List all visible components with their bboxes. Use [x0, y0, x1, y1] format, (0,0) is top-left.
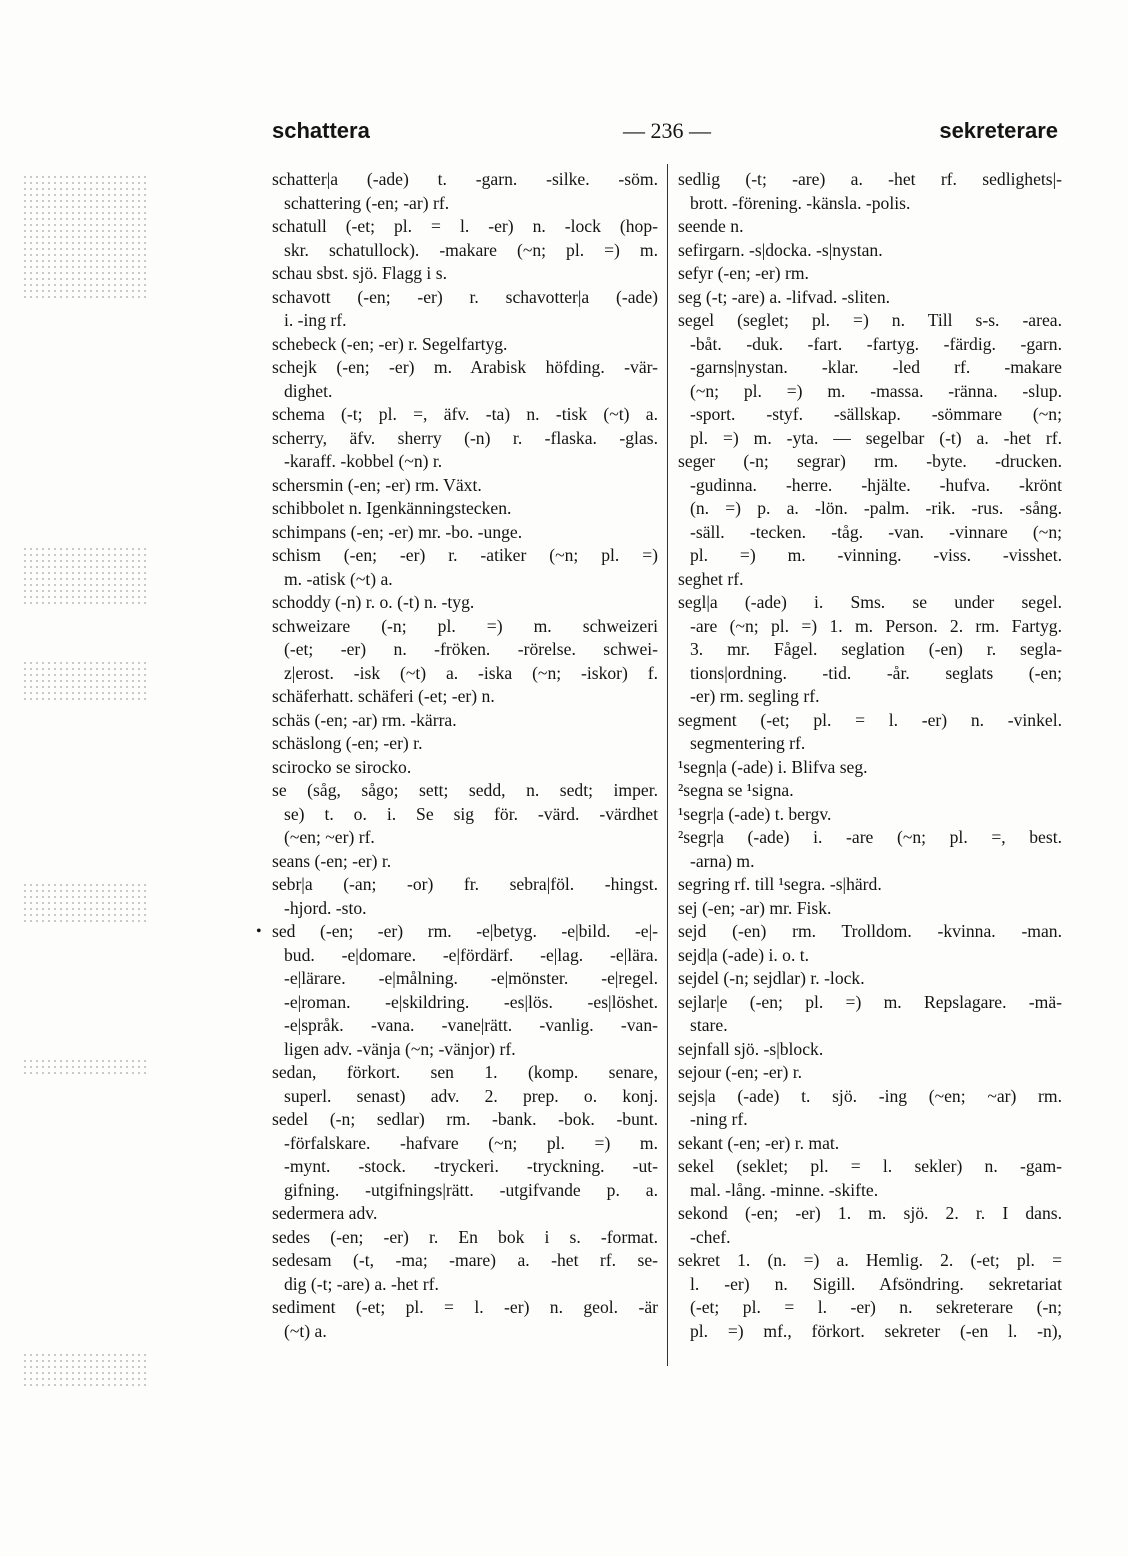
entry-line: -gudinna. -herre. -hjälte. -hufva. -krönt: [690, 474, 1062, 495]
entry-line: brott. -förening. -känsla. -polis.: [690, 192, 911, 213]
entry-line: -mynt. -stock. -tryckeri. -tryckning. -ut-: [284, 1156, 658, 1176]
entry-line: ligen adv. -vänja (~n; -vänjor) rf.: [284, 1038, 516, 1059]
entry-line: 3. mr. Fågel. seglation (-en) r. segla-: [690, 639, 1062, 659]
entry-line: schattering (-en; -ar) rf.: [284, 192, 450, 213]
entry-line: -hjord. -sto.: [284, 897, 367, 918]
column-divider: [667, 164, 668, 1366]
margin-scan-marks-1: [24, 176, 146, 302]
entry-line: superl. senast) adv. 2. prep. o. konj.: [284, 1085, 658, 1106]
entry-line: sekond (-en; -er) 1. m. sjö. 2. r. I dans.: [678, 1203, 1062, 1223]
margin-scan-marks-3: [24, 662, 146, 704]
entry-line: segel (seglet; pl. =) n. Till s-s. -area.: [678, 310, 1062, 330]
entry-line: m. -atisk (~t) a.: [284, 568, 393, 589]
entry-line: dighet.: [284, 380, 333, 401]
entry-line: z|erost. -isk (~t) a. -iska (~n; -iskor) f.: [284, 662, 658, 683]
entry-line-text: sed (-en; -er) rm. -e|betyg. -e|bild. -e|-: [272, 921, 658, 941]
entry-line: sekant (-en; -er) r. mat.: [678, 1132, 840, 1153]
entry-line: -are (~n; pl. =) 1. m. Person. 2. rm. Fartyg.: [690, 615, 1062, 636]
margin-scan-marks-5: [24, 1060, 146, 1078]
bullet-marker: •: [256, 923, 262, 940]
entry-line: -sport. -styf. -sällskap. -sömmare (~n;: [690, 404, 1062, 424]
entry-line: sejnfall sjö. -s|block.: [678, 1038, 824, 1059]
entry-line: sej (-en; -ar) mr. Fisk.: [678, 897, 832, 918]
entry-line: stare.: [690, 1015, 728, 1035]
entry-line: sefirgarn. -s|docka. -s|nystan.: [678, 239, 883, 260]
entry-line: sejd (-en) rm. Trolldom. -kvinna. -man.: [678, 921, 1062, 941]
entry-line: sedermera adv.: [272, 1203, 378, 1223]
entry-line: l. -er) n. Sigill. Afsöndring. sekretariat: [690, 1273, 1062, 1294]
entry-line: tions|ordning. -tid. -år. seglats (-en;: [690, 662, 1062, 683]
entry-line: ²segna se ¹signa.: [678, 780, 794, 800]
right-column: [678, 168, 1062, 1343]
entry-line: schebeck (-en; -er) r. Segelfartyg.: [272, 333, 508, 354]
entry-line: -garns|nystan. -klar. -led rf. -makare: [690, 357, 1062, 377]
entry-line: schäs (-en; -ar) rm. -kärra.: [272, 709, 457, 730]
entry-line: pl. =) m. -yta. — segelbar (-t) a. -het rf.: [690, 427, 1062, 448]
entry-line: pl. =) m. -vinning. -viss. -visshet.: [690, 545, 1062, 565]
entry-line: dig (-t; -are) a. -het rf.: [284, 1273, 439, 1294]
entry-line: (~en; ~er) rf.: [284, 827, 375, 847]
entry-line: schimpans (-en; -er) mr. -bo. -unge.: [272, 521, 523, 542]
entry-line: (-et; pl. = l. -er) n. sekreterare (-n;: [690, 1297, 1062, 1317]
page-header: [272, 118, 1058, 150]
entry-line: bud. -e|domare. -e|fördärf. -e|lag. -e|lära.: [284, 944, 658, 965]
entry-line: sejour (-en; -er) r.: [678, 1062, 803, 1082]
entry-line: -karaff. -kobbel (~n) r.: [284, 451, 443, 471]
entry-line: schema (-t; pl. =, äfv. -ta) n. -tisk (~t) a.: [272, 404, 658, 424]
entry-line: i. -ing rf.: [284, 310, 347, 330]
entry-line: segmentering rf.: [690, 733, 806, 753]
entry-line: ¹segn|a (-ade) i. Blifva seg.: [678, 756, 868, 777]
entry-line: schism (-en; -er) r. -atiker (~n; pl. =): [272, 545, 658, 565]
entry-line: -e|språk. -vana. -vane|rätt. -vanlig. -van-: [284, 1015, 658, 1035]
entry-line: sedan, förkort. sen 1. (komp. senare,: [272, 1062, 658, 1082]
left-column: [256, 168, 658, 1343]
margin-scan-marks-2: [24, 548, 146, 608]
entry-line: sejd|a (-ade) i. o. t.: [678, 944, 810, 965]
page-number: — 236 —: [623, 118, 711, 143]
first-headword: schattera: [272, 118, 370, 143]
entry-line: -er) rm. segling rf.: [690, 686, 820, 706]
entry-line: skr. schatullock). -makare (~n; pl. =) m.: [284, 239, 658, 260]
entry-line: scirocko se sirocko.: [272, 756, 412, 777]
entry-line: (-et; -er) n. -fröken. -rörelse. schwei-: [284, 639, 658, 659]
entry-line: sedel (-n; sedlar) rm. -bank. -bok. -bunt.: [272, 1109, 658, 1129]
entry-line: sedesam (-t, -ma; -mare) a. -het rf. se-: [272, 1250, 658, 1270]
entry-line: sekel (seklet; pl. = l. sekler) n. -gam-: [678, 1156, 1062, 1176]
entry-line: schäferhatt. schäferi (-et; -er) n.: [272, 686, 495, 706]
entry-line: seger (-n; segrar) rm. -byte. -drucken.: [678, 451, 1062, 471]
entry-line: seans (-en; -er) r.: [272, 850, 392, 871]
entry-line: sejlar|e (-en; pl. =) m. Repslagare. -mä-: [678, 991, 1062, 1012]
entry-line: segring rf. till ¹segra. -s|härd.: [678, 874, 882, 894]
entry-line: schoddy (-n) r. o. (-t) n. -tyg.: [272, 592, 475, 612]
entry-line: sediment (-et; pl. = l. -er) n. geol. -är: [272, 1297, 658, 1317]
entry-line: (n. =) p. a. -lön. -palm. -rik. -rus. -sång.: [690, 498, 1062, 518]
entry-line: se (såg, sågo; sett; sedd, n. sedt; imper.: [272, 780, 658, 800]
entry-line: schejk (-en; -er) m. Arabisk höfding. -vär-: [272, 357, 658, 377]
entry-line: -e|roman. -e|skildring. -es|lös. -es|löshet.: [284, 991, 658, 1012]
entry-line: scherry, äfv. sherry (-n) r. -flaska. -glas.: [272, 427, 658, 448]
entry-line: sedes (-en; -er) r. En bok i s. -format.: [272, 1226, 658, 1247]
entry-line-marked: [256, 920, 658, 944]
entry-line: schatull (-et; pl. = l. -er) n. -lock (hop-: [272, 216, 658, 236]
entry-line: sekret 1. (n. =) a. Hemlig. 2. (-et; pl. =: [678, 1250, 1062, 1270]
entry-line: -ning rf.: [690, 1109, 748, 1129]
entry-line: seg (-t; -are) a. -lifvad. -sliten.: [678, 286, 891, 307]
last-headword: sekreterare: [939, 118, 1058, 143]
entry-line: segment (-et; pl. = l. -er) n. -vinkel.: [678, 709, 1062, 730]
entry-line: -chef.: [690, 1226, 731, 1247]
entry-line: seghet rf.: [678, 568, 744, 589]
entry-line: schibbolet n. Igenkänningstecken.: [272, 498, 512, 518]
entry-line: schersmin (-en; -er) rm. Växt.: [272, 474, 482, 495]
entry-line: -arna) m.: [690, 850, 755, 871]
entry-line: schau sbst. sjö. Flagg i s.: [272, 263, 447, 283]
entry-line: schatter|a (-ade) t. -garn. -silke. -söm.: [272, 169, 658, 189]
entry-line: sejs|a (-ade) t. sjö. -ing (~en; ~ar) rm.: [678, 1085, 1062, 1106]
entry-line: -säll. -tecken. -tåg. -van. -vinnare (~n;: [690, 521, 1062, 542]
entry-line: -båt. -duk. -fart. -fartyg. -färdig. -garn.: [690, 333, 1062, 354]
entry-line: -e|lärare. -e|målning. -e|mönster. -e|regel.: [284, 968, 658, 988]
entry-line: sedlig (-t; -are) a. -het rf. sedlighets|-: [678, 169, 1062, 189]
entry-line: pl. =) mf., förkort. sekreter (-en l. -n),: [690, 1320, 1062, 1341]
entry-line: mal. -lång. -minne. -skifte.: [690, 1179, 879, 1200]
entry-line: sebr|a (-an; -or) fr. sebra|föl. -hingst.: [272, 874, 658, 894]
entry-line: se) t. o. i. Se sig för. -värd. -värdhet: [284, 803, 658, 824]
margin-scan-marks-4: [24, 884, 146, 926]
entry-line: seende n.: [678, 216, 744, 236]
margin-scan-marks-6: [24, 1354, 146, 1390]
entry-line: segl|a (-ade) i. Sms. se under segel.: [678, 592, 1062, 612]
entry-line: (~n; pl. =) m. -massa. -ränna. -slup.: [690, 380, 1062, 401]
entry-line: ²segr|a (-ade) i. -are (~n; pl. =, best.: [678, 827, 1062, 847]
entry-line: sefyr (-en; -er) rm.: [678, 263, 809, 283]
entry-line: schavott (-en; -er) r. schavotter|a (-ade): [272, 286, 658, 307]
entry-line: ¹segr|a (-ade) t. bergv.: [678, 803, 832, 824]
entry-line: sejdel (-n; sejdlar) r. -lock.: [678, 968, 865, 988]
entry-line: schweizare (-n; pl. =) m. schweizeri: [272, 615, 658, 636]
entry-line: schäslong (-en; -er) r.: [272, 733, 423, 753]
entry-line: -förfalskare. -hafvare (~n; pl. =) m.: [284, 1132, 658, 1153]
entry-line: (~t) a.: [284, 1320, 327, 1341]
entry-line: gifning. -utgifnings|rätt. -utgifvande p. a.: [284, 1179, 658, 1200]
